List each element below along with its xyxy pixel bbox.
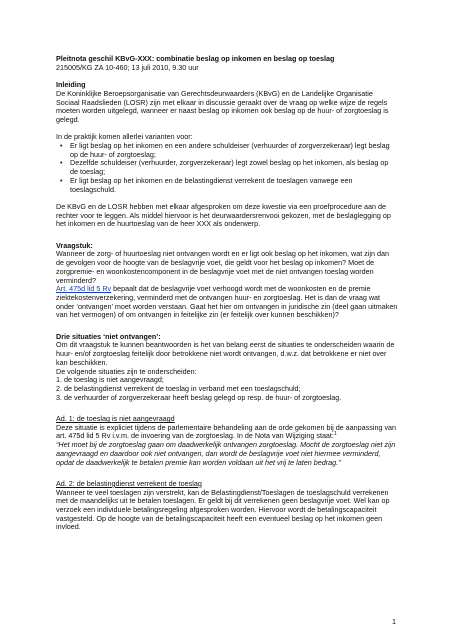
ad2-paragraph: Wanneer te veel toeslagen zijn verstrekt, kan de Belastingdienst/Toeslagen de toeslagschuld verrekenen met de maandelijks uit te betalen toeslagen. Er geldt bij dit verrekenen geen beslagvrije voet. Wel kan op verzoek een individuele betalingsregeling afgesproken worden. Hiervoor wordt de betalingscapaciteit vastgesteld. Op de hoogte van de betalingscapaciteit heeft een eventueel beslag op het inkomen geen invloed. [56,487,390,532]
inleiding-paragraph-1: De Koninklijke Beroepsorganisatie van Gerechtsdeurwaarders (KBvG) en de Landelijke Organisatie Sociaal Raadslieden (LOSR) zijn met elkaar in discussie geraakt over de vraag op welke wijze de regels moeten worden uitgelegd, wanneer er naast beslag op inkomen ook beslag op de huur- of zorgtoeslag is gelegd. [56,88,389,124]
heading-ad1: Ad. 1: de toeslag is niet aangevraagd [56,414,175,424]
document-title: Pleitnota geschil KBvG-XXX: combinatie beslag op inkomen en beslag op toeslag [56,54,335,63]
page-number: 1 [392,617,396,626]
list-item: • Er ligt beslag op het inkomen en de belastingdienst verrekent de toeslagen vanwege een toeslagschuld. [70,177,398,194]
heading-situaties: Drie situaties ‘niet ontvangen’: [56,331,161,341]
vraagstuk-paragraph-2 [56,285,398,320]
heading-vraagstuk: Vraagstuk: [56,240,93,250]
heading-ad2: Ad. 2: de belastingdienst verrekent de toeslag [56,478,202,488]
situaties-paragraph-2: De volgende situaties zijn te onderscheiden: [56,366,197,376]
footnote-reference[interactable]: 1 [333,431,337,438]
heading-inleiding: Inleiding [56,80,86,90]
inleiding-paragraph-2: In de praktijk komen allerlei varianten voor: [56,132,193,142]
vraagstuk-paragraph-2-text: bepaalt dat de beslagvrije voet verhoogd wordt met de woonkosten en de premie ziektekostenverzekering, verminderd met de ontvangen huur- en zorgtoeslag. Het is dan de vraag wat onder ‘ontvangen’ moet worden verstaan. Gaat het hier om ontvangen in juridische zin (deel gaan uitmaken van het vermogen) of om ontvangen in feitelijke zin (er feitelijk over kunnen beschikken)? [56,284,398,320]
ad1-paragraph-text: Deze situatie is expliciet tijdens de parlementaire behandeling aan de orde gekomen bij de aanpassing van art. 475d lid 5 Rv i.v.m. de invoering van de zorgtoeslag. In de Nota van Wijziging staat: [56,422,397,441]
variants-list [56,142,398,194]
inleiding-paragraph-3: De KBvG en de LOSR hebben met elkaar afgesproken om deze kwestie via een proefprocedure aan de rechter voor te leggen. Als middel hiervoor is het deurwaardersrenvooi gekozen, met de beslaglegging op het inkomen en de huurtoeslag van de heer XXX als onderwerp. [56,201,391,229]
situaties-paragraph-1: Om dit vraagstuk te kunnen beantwoorden is het van belang eerst de situaties te onderscheiden waarin de huur- en/of zorgtoeslag feitelijk door betrokkene niet wordt ontvangen, d.w.z. dat betrokkene er niet over kan beschikken. [56,340,395,367]
situation-item: 2. de belastingdienst verrekent de toeslag in verband met een toeslagschuld; [56,383,301,393]
situation-item: 3. de verhuurder of zorgverzekeraar heeft beslag gelegd op resp. de huur- of zorgtoeslag. [56,392,342,402]
list-item: • Er ligt beslag op het inkomen en een andere schuldeiser (verhuurder of zorgverzekeraar) legt beslag op de huur- of zorgtoeslag; [70,142,398,159]
document-body [56,55,398,532]
ad1-quote: “Het moet bij de zorgtoeslag gaan om daadwerkelijk ontvangen zorgtoeslag. Mocht de zorgtoeslag niet zijn aangevraagd en daardoor ook niet ontvangen, dan wordt de beslagvrije voet niet hiermee verminderd, opdat de daadwerkelijk te betalen premie kan worden voldaan uit het vrij te laten bedrag.” [56,440,396,467]
situation-item: 1. de toeslag is niet aangevraagd; [56,375,164,385]
document-subtitle: 215005/KG ZA 10-460; 13 juli 2010, 9.30 uur [56,62,199,72]
article-link[interactable]: Art. 475d lid 5 Rv [56,284,112,294]
ad1-paragraph [56,424,398,441]
vraagstuk-paragraph-1: Wanneer de zorg- of huurtoeslag niet ontvangen wordt en er ligt ook beslag op het inkomen, wat zijn dan de gevolgen voor de hoogte van de beslagvrije voet, die geldt voor het beslag op inkomen? Moet de zorgpremie- en woonkostencomponent in de beslagvrije voet met de niet ontvangen toeslag worden verminderd? [56,249,389,285]
list-item: • Dezelfde schuldeiser (verhuurder, zorgverzekeraar) legt zowel beslag op het inkomen, als beslag op de toeslag; [70,159,398,176]
